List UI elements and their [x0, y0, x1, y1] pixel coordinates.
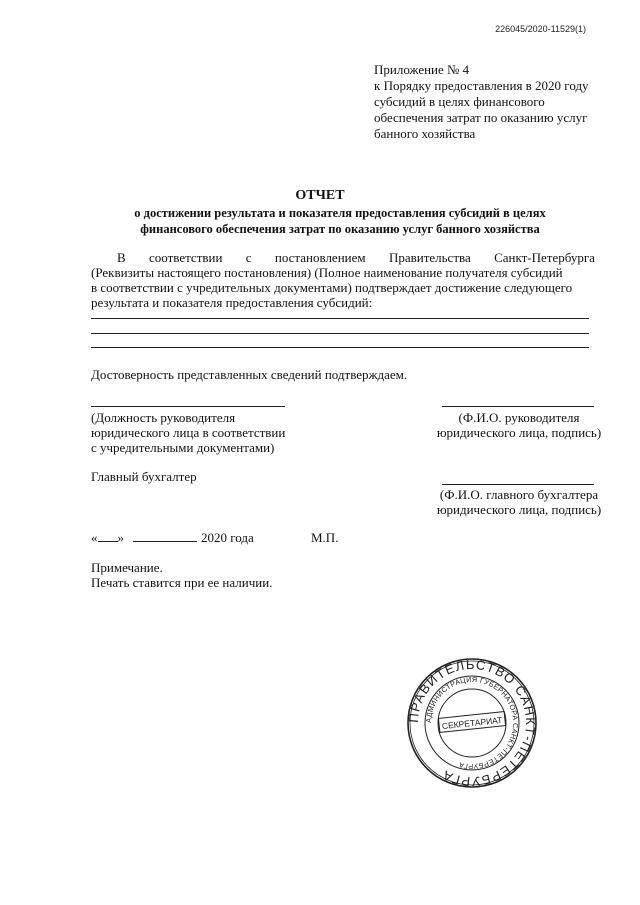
document-subtitle	[90, 205, 590, 237]
note-text: Печать ставится при ее наличии.	[91, 575, 273, 590]
intro-line-3: в соответствии с учредительных документами) подтверждает достижение следующего	[91, 280, 573, 295]
result-blank-line[interactable]	[91, 347, 589, 348]
intro-word: Санкт-Петербурга	[494, 250, 595, 265]
appendix-line: обеспечения затрат по оказанию услуг	[374, 110, 588, 125]
appendix-line: субсидий в целях финансового	[374, 94, 545, 109]
intro-line-4: результата и показателя предоставления субсидий:	[91, 295, 373, 310]
quote: »	[117, 530, 124, 545]
subtitle-line: о достижении результата и показателя предоставления субсидий в целях	[134, 206, 546, 220]
official-stamp-seal	[406, 657, 538, 789]
chief-accountant-label: Главный бухгалтер	[91, 469, 197, 484]
day-blank[interactable]	[98, 530, 118, 542]
result-blank-line[interactable]	[91, 318, 589, 319]
quote: «	[91, 530, 98, 545]
seal-place-label: М.П.	[311, 530, 339, 545]
stamp-center-text: СЕКРЕТАРИАТ	[441, 714, 503, 732]
appendix-header	[374, 62, 614, 142]
intro-line-2: (Реквизиты настоящего постановления) (Полное наименование получателя субсидий	[91, 265, 563, 280]
director-position-caption	[91, 410, 285, 455]
accountant-signature-line[interactable]	[442, 484, 594, 485]
confirmation-text: Достоверность представленных сведений подтверждаем.	[91, 367, 408, 382]
subtitle-line: финансового обеспечения затрат по оказанию услуг банного хозяйства	[140, 222, 540, 236]
date-year-text: 2020 года	[201, 530, 254, 545]
caption-line: юридического лица в соответствии	[91, 425, 286, 440]
month-blank-line[interactable]	[133, 541, 197, 542]
caption-line: юридического лица, подпись)	[436, 425, 602, 440]
director-name-caption	[424, 410, 614, 440]
caption-line: (Должность руководителя	[91, 410, 236, 425]
intro-word: соответствии	[148, 250, 223, 265]
intro-word: постановлением	[274, 250, 366, 265]
result-blank-line[interactable]	[91, 333, 589, 334]
note-heading: Примечание.	[91, 560, 163, 575]
caption-line: (Ф.И.О. руководителя	[458, 410, 580, 425]
caption-line: с учредительными документами)	[91, 440, 275, 455]
date-day-field	[91, 530, 124, 545]
appendix-line: к Порядку предоставления в 2020 году	[374, 78, 589, 93]
intro-line-1	[91, 250, 595, 265]
accountant-name-caption	[424, 487, 614, 517]
caption-line: (Ф.И.О. главного бухгалтера	[439, 487, 599, 502]
appendix-line: Приложение № 4	[374, 62, 470, 77]
position-blank-line[interactable]	[91, 406, 285, 407]
director-signature-line[interactable]	[442, 406, 594, 407]
appendix-line: банного хозяйства	[374, 126, 476, 141]
intro-word: с	[245, 250, 252, 265]
stamp-outer-text: ПРАВИТЕЛЬСТВО САНКТ-ПЕТЕРБУРГА	[406, 657, 538, 789]
intro-word: Правительства	[388, 250, 471, 265]
caption-line: юридического лица, подпись)	[436, 502, 602, 517]
intro-word: В	[117, 250, 126, 265]
intro-paragraph	[91, 250, 595, 310]
document-title: ОТЧЕТ	[295, 188, 345, 203]
document-number: 226045/2020-11529(1)	[495, 24, 586, 34]
stamp-middle-text: АДМИНИСТРАЦИЯ ГУБЕРНАТОРА САНКТ-ПЕТЕРБУРГА	[423, 674, 521, 772]
